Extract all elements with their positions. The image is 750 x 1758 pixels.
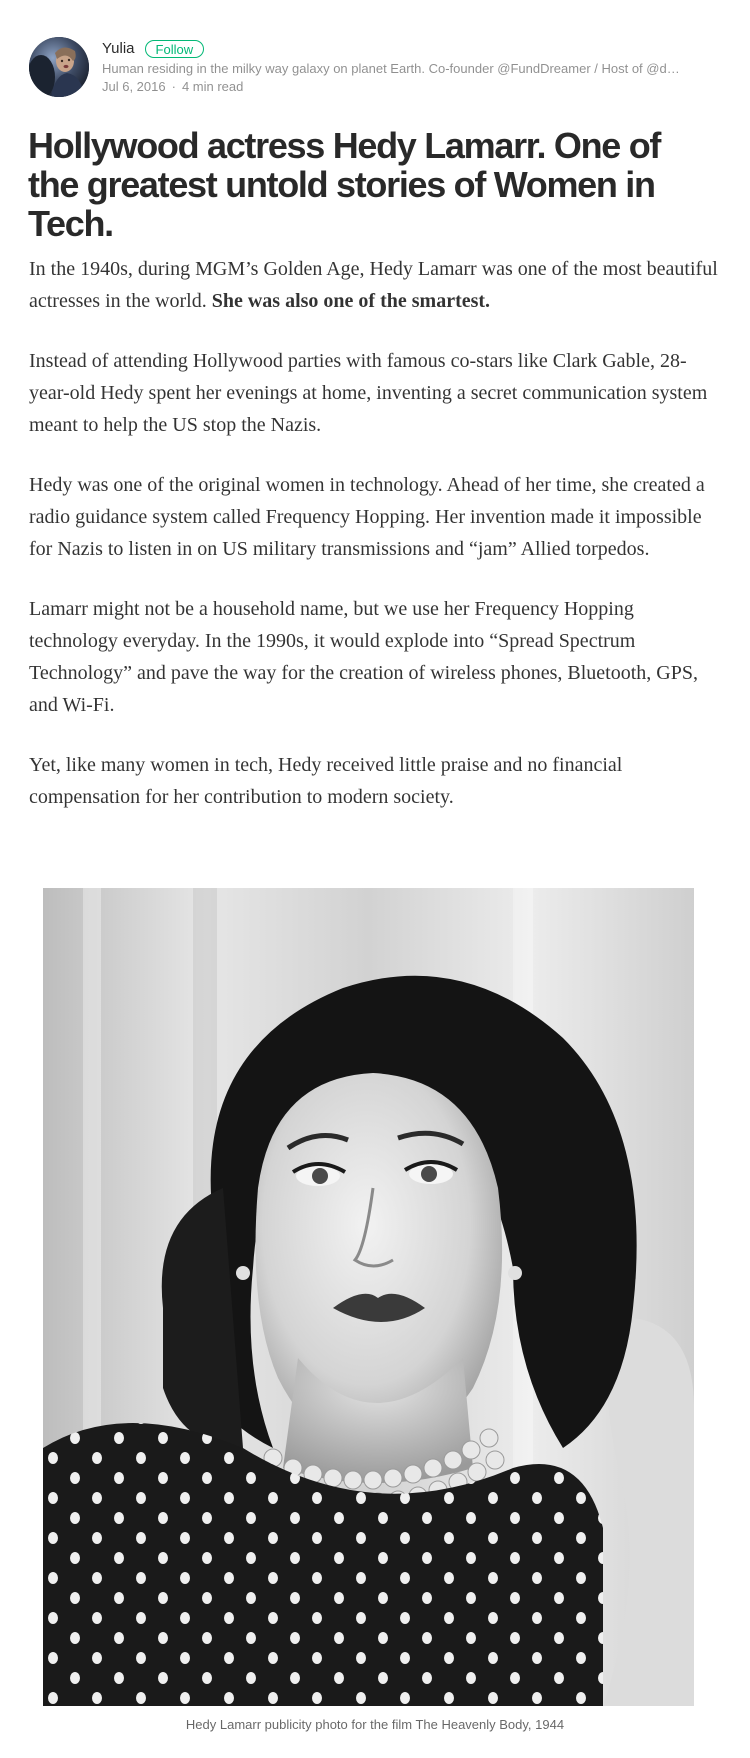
article-body — [29, 253, 719, 841]
paragraph-3: Hedy was one of the original women in technology. Ahead of her time, she created a radio guidance system called Frequency Hopping. Her invention made it impossible for Nazis to listen in on US military transmissions and “jam” Allied torpedos. — [29, 474, 705, 560]
author-meta — [102, 38, 742, 96]
paragraph-1-bold: She was also one of the smartest. — [211, 290, 491, 312]
author-bio: Human residing in the milky way galaxy on planet Earth. Co-founder @FundDreamer / Host of @d… — [102, 61, 680, 76]
portrait-photo — [43, 888, 694, 1706]
read-time: 4 min read — [181, 79, 244, 94]
author-header — [29, 37, 729, 99]
paragraph-5: Yet, like many women in tech, Hedy received little praise and no financial compensation for her contribution to modern society. — [29, 754, 623, 808]
paragraph-2: Instead of attending Hollywood parties with famous co-stars like Clark Gable, 28-year-old Hedy spent her evenings at home, inventing a secret communication system meant to help the US stop the Nazis. — [29, 350, 708, 436]
avatar-image — [29, 37, 89, 97]
paragraph-1-text: In the 1940s, during MGM’s Golden Age, Hedy Lamarr was one of the most beautiful actresses in the world. — [29, 258, 718, 312]
paragraph-4: Lamarr might not be a household name, but we use her Frequency Hopping technology everyday. In the 1990s, it would explode into “Spread Spectrum Technology” and pave the way for the creation of wireless phones, Bluetooth, GPS, and Wi-Fi. — [29, 598, 698, 716]
post-date[interactable]: Jul 6, 2016 — [102, 79, 166, 94]
article-figure[interactable] — [43, 888, 694, 1706]
author-name[interactable]: Yulia — [102, 40, 135, 57]
meta-separator: · — [171, 79, 176, 94]
figure-caption: Hedy Lamarr publicity photo for the film The Heavenly Body, 1944 — [185, 1717, 565, 1732]
author-avatar[interactable] — [29, 37, 89, 97]
paragraph-1 — [29, 253, 719, 317]
post-meta — [102, 78, 742, 96]
article-title: Hollywood actress Hedy Lamarr. One of the greatest untold stories of Women in Tech. — [28, 125, 661, 244]
follow-button[interactable]: Follow — [145, 40, 205, 58]
author-name-row — [102, 38, 742, 60]
